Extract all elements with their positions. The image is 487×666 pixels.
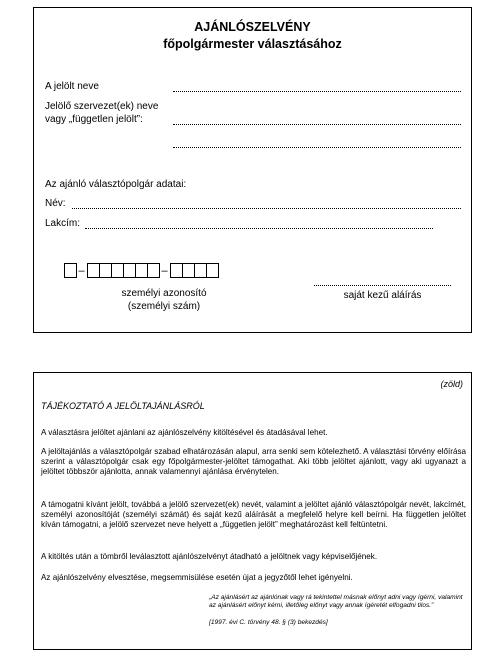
info-paragraph-4: A kitöltés után a tömbről leválasztott ajánlószelvényt átadható a jelöltnek vagy képviselőjének. — [41, 552, 378, 561]
org-name-field-2[interactable] — [173, 147, 461, 148]
org-label-line2: vagy „független jelölt”: — [45, 114, 143, 125]
name-label: Név: — [45, 198, 66, 209]
id-separator: – — [161, 264, 168, 277]
id-sublabel: (személyi szám) — [127, 301, 201, 312]
legal-source: [1997. évi C. törvény 48. § (3) bekezdés] — [209, 619, 328, 626]
voter-data-label: Az ajánló választópolgár adatai: — [45, 179, 187, 190]
org-label-line1: Jelölő szervezet(ek) neve — [45, 101, 159, 112]
org-name-field-1[interactable] — [173, 124, 461, 125]
personal-id-cells[interactable] — [64, 263, 218, 278]
candidate-name-field[interactable] — [173, 91, 461, 92]
info-paragraph-1: A választásra jelöltet ajánlani az ajánlószelvény kitöltésével és átadásával lehet. — [41, 428, 328, 437]
info-paragraph-3: A támogatni kívánt jelölt, továbbá a jelölő szervezet(ek) nevét, valamint a jelöltet ajánló választópolgár nevét, lakcímét, személyi azonosítóját (személyi számát) és saját kezű aláírását a megfelelő helyre kell beírni. Ha független jelöltet kíván támogatni, a jelölő szervezet neve helyett a „független jelölt” meghatározást kell feltüntetni. — [41, 500, 466, 530]
id-cell[interactable] — [206, 263, 219, 278]
info-paragraph-5: Az ajánlószelvény elvesztése, megsemmisülése esetén újat a jegyzőtől lehet igényelni. — [41, 573, 353, 582]
signature-field[interactable] — [314, 285, 451, 286]
form-title: AJÁNLÓSZELVÉNY — [194, 20, 311, 34]
id-separator: – — [78, 264, 85, 277]
signature-label: saját kezű aláírás — [343, 290, 422, 301]
voter-name-field[interactable] — [72, 208, 461, 209]
info-paragraph-2: A jelöltajánlás a választópolgár szabad elhatározásán alapul, arra senki sem kötelezhető. A választási törvény előírása szerint a választópolgár csak egy főpolgármester-jelöltet támogathat. Aki több jelöltet ajánlott, vagy aki ugyanazt a jelöltet többször ajánlotta, annak valamennyi ajánlása érvénytelen. — [41, 447, 466, 477]
info-panel — [33, 372, 472, 650]
form-subtitle: főpolgármester választásához — [163, 37, 342, 51]
address-label: Lakcím: — [45, 218, 81, 229]
info-heading: TÁJÉKOZTATÓ A JELÖLTAJÁNLÁSRÓL — [41, 401, 205, 411]
color-note: (zöld) — [440, 379, 463, 389]
candidate-label: A jelölt neve — [45, 81, 99, 92]
legal-quote: „Az ajánlásért az ajánlónak vagy rá tekintettel másnak előnyt adni vagy ígérni, valamint az ajánlásért előnyt kérni, illetőleg előnyt vagy annak ígéretét elfogadni tilos.” — [209, 594, 463, 609]
voter-address-field[interactable] — [85, 228, 433, 229]
id-label: személyi azonosító — [121, 288, 207, 299]
nomination-slip — [33, 7, 472, 333]
